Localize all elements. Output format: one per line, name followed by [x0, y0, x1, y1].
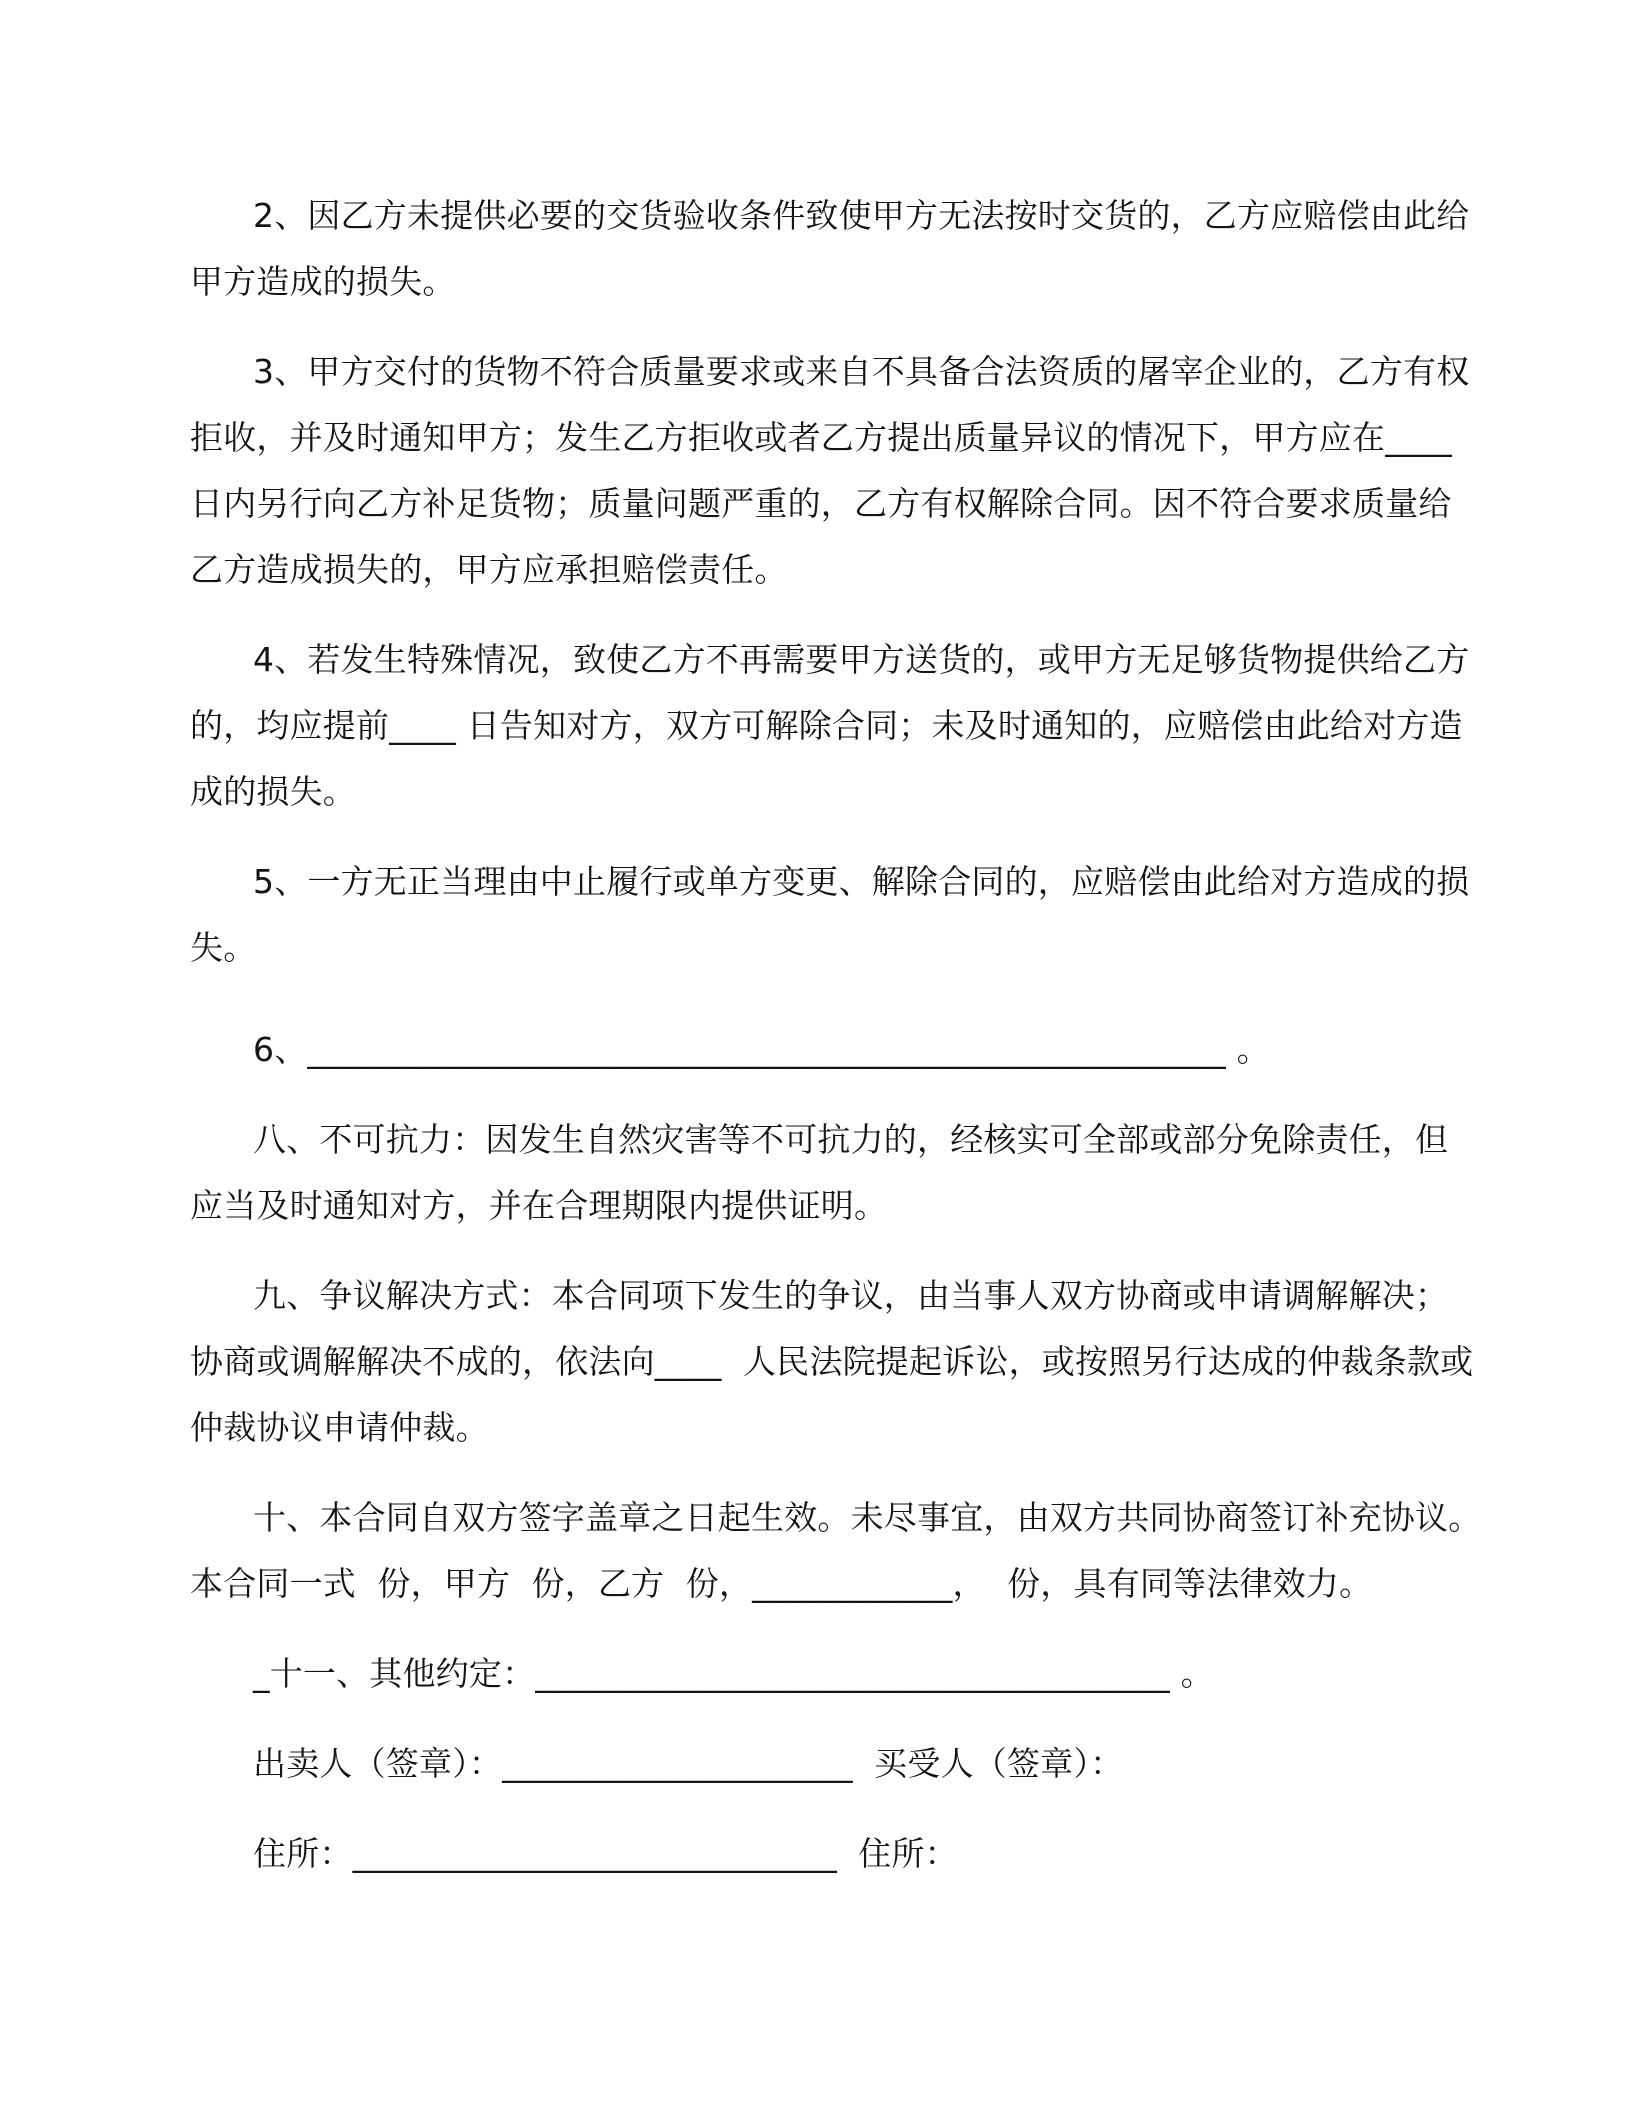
clause-7-4-line-1: 4、若发生特殊情况，致使乙方不再需要甲方送货的，或甲方无足够货物提供给乙方 [253, 640, 1470, 679]
clause-7-3-line-2: 拒收，并及时通知甲方；发生乙方拒收或者乙方提出质量异议的情况下，甲方应在____ [190, 418, 1452, 457]
clause-9-line-1: 九、争议解决方式：本合同项下发生的争议，由当事人双方协商或申请调解解决； [253, 1276, 1449, 1315]
clause-10-line-1: 十、本合同自双方签字盖章之日起生效。未尽事宜，由双方共同协商签订补充协议。 [253, 1498, 1482, 1537]
clause-7-3-line-3: 日内另行向乙方补足货物；质量问题严重的，乙方有权解除合同。因不符合要求质量给 [190, 484, 1452, 523]
signature-address-line: 住所：_____________________________ 住所： [253, 1834, 958, 1873]
clause-9-line-2: 协商或调解解决不成的，依法向____ 人民法院提起诉讼，或按照另行达成的仲裁条款或 [190, 1342, 1474, 1381]
clause-7-3-line-1: 3、甲方交付的货物不符合质量要求或来自不具备合法资质的屠宰企业的，乙方有权 [253, 352, 1470, 391]
clause-8-line-1: 八、不可抗力：因发生自然灾害等不可抗力的，经核实可全部或部分免除责任，但 [253, 1120, 1449, 1159]
clause-7-4-line-3: 成的损失。 [190, 772, 356, 811]
clause-7-6-line-1: 6、_______________________________________________________ 。 [253, 1030, 1270, 1069]
clause-10-line-2: 本合同一式 份，甲方 份，乙方 份，____________， 份，具有同等法律效力。 [190, 1564, 1373, 1603]
clause-7-2-line-1: 2、因乙方未提供必要的交货验收条件致使甲方无法按时交货的，乙方应赔偿由此给 [253, 196, 1470, 235]
clause-7-5-line-2: 失。 [190, 928, 257, 967]
clause-11-line-1: _十一、其他约定：______________________________________ 。 [253, 1654, 1214, 1693]
clause-7-4-line-2: 的，均应提前____ 日告知对方，双方可解除合同；未及时通知的，应赔偿由此给对方造 [190, 706, 1463, 745]
clause-7-3-line-4: 乙方造成损失的，甲方应承担赔偿责任。 [190, 550, 788, 589]
clause-9-line-3: 仲裁协议申请仲裁。 [190, 1408, 489, 1447]
clause-7-2-line-2: 甲方造成的损失。 [190, 262, 456, 301]
signature-parties-line: 出卖人（签章）：_____________________ 买受人（签章）： [253, 1744, 1124, 1783]
clause-7-5-line-1: 5、一方无正当理由中止履行或单方变更、解除合同的，应赔偿由此给对方造成的损 [253, 862, 1470, 901]
clause-8-line-2: 应当及时通知对方，并在合理期限内提供证明。 [190, 1186, 888, 1225]
